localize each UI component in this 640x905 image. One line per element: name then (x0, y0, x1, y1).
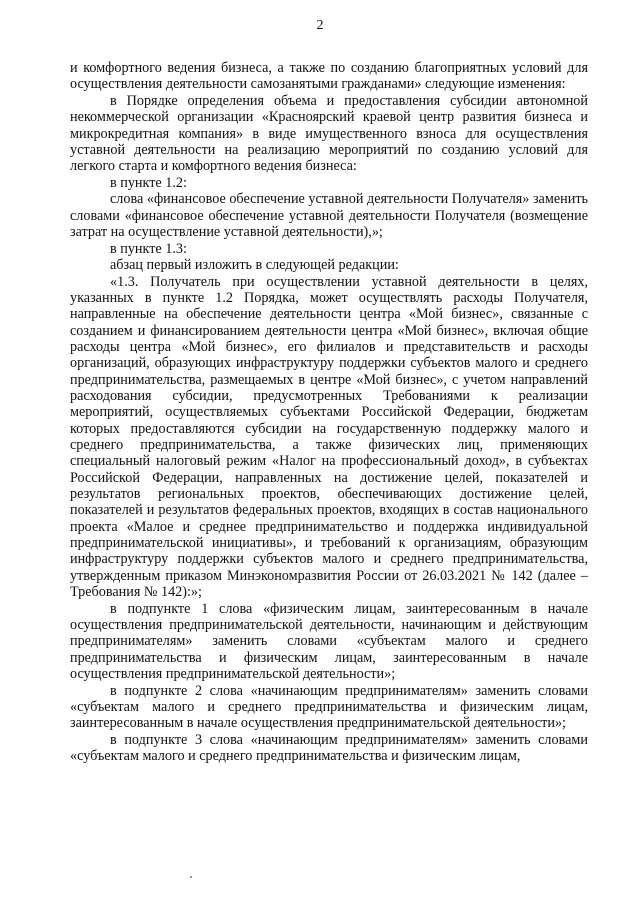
paragraph-clause-1-3-text: «1.3. Получатель при осуществлении уставной деятельности в целях, указанных в пункте 1.2 Порядка, может осуществлять расходы Получателя, направленные на обеспечение деятельности центра «Мой бизнес», связанные с созданием и финансированием деятельности центра «Мой бизнес», включая общие расходы центра «Мой бизнес», его филиалов и представительств и расходы организаций, образующих инфраструктуру поддержки субъектов малого и среднего предпринимательства, размещаемых в центре «Мой бизнес», с учетом направлений расходования субсидии, предусмотренных Требованиями к реализации мероприятий, осуществляемых субъектами Российской Федерации, бюджетам которых предоставляются субсидии на государственную поддержку малого и среднего предпринимательства, а также физических лиц, применяющих специальный налоговый режим «Налог на профессиональный доход», в субъектах Российской Федерации, направленных на достижение целей, показателей и результатов региональных проектов, обеспечивающих достижение целей, показателей и результатов федеральных проектов, входящих в состав национального проекта «Малое и среднее предпринимательство и поддержка индивидуальной предпринимательской инициативы», и требований к организациям, образующим инфраструктуру поддержки субъектов малого и среднего предпринимательства, утвержденным приказом Минэкономразвития России от 26.03.2021 № 142 (далее – Требования № 142):»; (70, 273, 588, 601)
paragraph-clause-1-2-change: слова «финансовое обеспечение уставной деятельности Получателя» заменить словами «финансовое обеспечение уставной деятельности Получателя (возмещение затрат на осуществление уставной деятельности),»; (70, 191, 588, 240)
paragraph-subclause-3: в подпункте 3 слова «начинающим предпринимателям» заменить словами «субъектам малого и среднего предпринимательства и физическим лицам, (70, 731, 588, 765)
scan-dot-mark (190, 876, 192, 878)
paragraph-first-abzac: абзац первый изложить в следующей редакции: (110, 257, 399, 274)
paragraph-intro-continuation: и комфортного ведения бизнеса, а также по созданию благоприятных условий для осуществления деятельности самозанятыми гражданами» следующие изменения: (70, 60, 588, 93)
paragraph-clause-1-2-heading: в пункте 1.2: (110, 174, 187, 191)
paragraph-subclause-1: в подпункте 1 слова «физическим лицам, заинтересованным в начале осуществления предпринимательской деятельности, начинающим и действующим предпринимателям» заменить словами «субъектам малого и среднего предпринимательства и физическим лицам, заинтересованным в начале осуществления предпринимательской деятельности»; (70, 600, 588, 683)
paragraph-clause-1-3-heading: в пункте 1.3: (110, 240, 187, 257)
document-body (70, 60, 588, 765)
paragraph-order-definition: в Порядке определения объема и предоставления субсидии автономной некоммерческой организации «Красноярский краевой центр развития бизнеса и микрокредитная компания» в виде имущественного взноса для осуществления уставной деятельности на реализацию мероприятий по созданию условий для легкого старта и комфортного ведения бизнеса: (70, 92, 588, 175)
page-number: 2 (316, 18, 324, 33)
paragraph-subclause-2: в подпункте 2 слова «начинающим предпринимателям» заменить словами «субъектам малого и среднего предпринимательства и физическим лицам, заинтересованным в начале осуществления предпринимательской деятельности»; (70, 682, 588, 732)
